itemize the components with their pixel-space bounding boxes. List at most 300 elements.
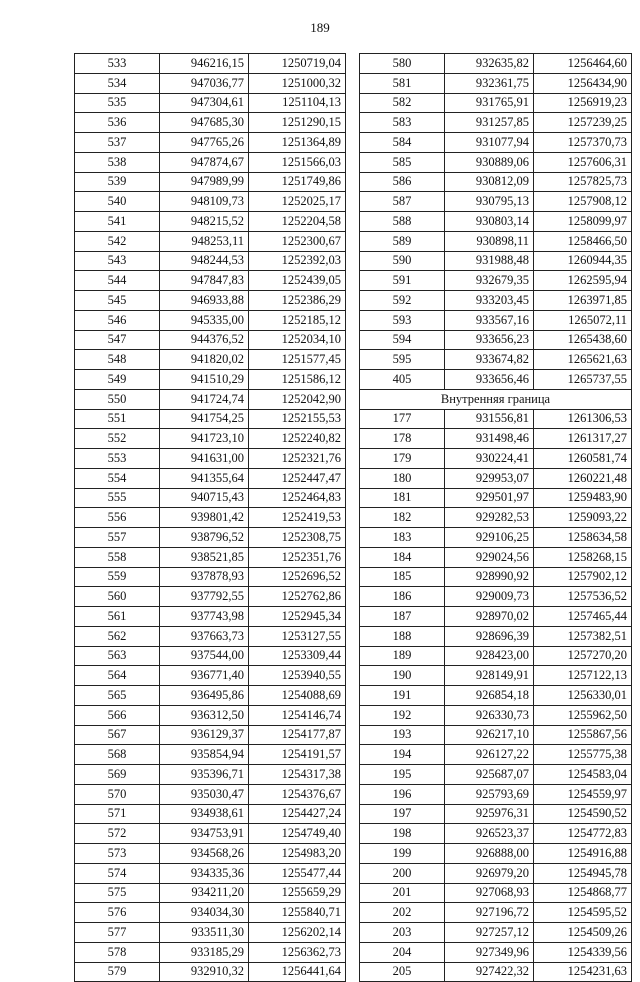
y-coordinate-cell: 1257536,52 (534, 587, 632, 607)
y-coordinate-cell: 1252696,52 (249, 567, 346, 587)
point-number-cell: 189 (360, 646, 445, 666)
table-row (75, 488, 346, 508)
table-row (75, 231, 346, 251)
point-number-cell: 592 (360, 291, 445, 311)
table-row (75, 646, 346, 666)
y-coordinate-cell: 1257908,12 (534, 192, 632, 212)
y-coordinate-cell: 1252042,90 (249, 389, 346, 409)
y-coordinate-cell: 1255867,56 (534, 725, 632, 745)
y-coordinate-cell: 1253127,55 (249, 626, 346, 646)
x-coordinate-cell: 938521,85 (160, 547, 249, 567)
x-coordinate-cell: 929953,07 (445, 468, 534, 488)
y-coordinate-cell: 1250719,04 (249, 54, 346, 74)
y-coordinate-cell: 1254595,52 (534, 903, 632, 923)
table-row (360, 883, 632, 903)
table-row (360, 152, 632, 172)
point-number-cell: 591 (360, 271, 445, 291)
x-coordinate-cell: 933203,45 (445, 291, 534, 311)
table-row (360, 73, 632, 93)
point-number-cell: 553 (75, 449, 160, 469)
point-number-cell: 548 (75, 350, 160, 370)
x-coordinate-cell: 947685,30 (160, 113, 249, 133)
x-coordinate-cell: 940715,43 (160, 488, 249, 508)
table-row (360, 705, 632, 725)
y-coordinate-cell: 1251000,32 (249, 73, 346, 93)
y-coordinate-cell: 1254868,77 (534, 883, 632, 903)
table-row (360, 231, 632, 251)
y-coordinate-cell: 1257902,12 (534, 567, 632, 587)
point-number-cell: 546 (75, 310, 160, 330)
x-coordinate-cell: 934938,61 (160, 804, 249, 824)
table-row (75, 784, 346, 804)
table-row (75, 310, 346, 330)
x-coordinate-cell: 947989,99 (160, 172, 249, 192)
x-coordinate-cell: 925687,07 (445, 765, 534, 785)
x-coordinate-cell: 937792,55 (160, 587, 249, 607)
y-coordinate-cell: 1254509,26 (534, 923, 632, 943)
point-number-cell: 187 (360, 607, 445, 627)
table-row (75, 409, 346, 429)
x-coordinate-cell: 938796,52 (160, 528, 249, 548)
x-coordinate-cell: 937878,93 (160, 567, 249, 587)
point-number-cell: 544 (75, 271, 160, 291)
y-coordinate-cell: 1251577,45 (249, 350, 346, 370)
x-coordinate-cell: 931765,91 (445, 93, 534, 113)
y-coordinate-cell: 1260581,74 (534, 449, 632, 469)
y-coordinate-cell: 1255477,44 (249, 863, 346, 883)
table-row (360, 310, 632, 330)
x-coordinate-cell: 930889,06 (445, 152, 534, 172)
table-row (360, 547, 632, 567)
x-coordinate-cell: 927422,32 (445, 962, 534, 982)
point-number-cell: 570 (75, 784, 160, 804)
point-number-cell: 559 (75, 567, 160, 587)
point-number-cell: 573 (75, 844, 160, 864)
y-coordinate-cell: 1255659,29 (249, 883, 346, 903)
y-coordinate-cell: 1255840,71 (249, 903, 346, 923)
x-coordinate-cell: 937544,00 (160, 646, 249, 666)
table-row (360, 646, 632, 666)
y-coordinate-cell: 1258466,50 (534, 231, 632, 251)
point-number-cell: 569 (75, 765, 160, 785)
point-number-cell: 198 (360, 824, 445, 844)
y-coordinate-cell: 1259483,90 (534, 488, 632, 508)
table-row (360, 942, 632, 962)
y-coordinate-cell: 1256464,60 (534, 54, 632, 74)
point-number-cell: 184 (360, 547, 445, 567)
point-number-cell: 584 (360, 133, 445, 153)
x-coordinate-cell: 941723,10 (160, 429, 249, 449)
x-coordinate-cell: 926127,22 (445, 745, 534, 765)
y-coordinate-cell: 1254191,57 (249, 745, 346, 765)
x-coordinate-cell: 926979,20 (445, 863, 534, 883)
x-coordinate-cell: 948244,53 (160, 251, 249, 271)
table-row (360, 587, 632, 607)
point-number-cell: 556 (75, 508, 160, 528)
point-number-cell: 576 (75, 903, 160, 923)
y-coordinate-cell: 1261317,27 (534, 429, 632, 449)
table-row (360, 784, 632, 804)
table-row (360, 113, 632, 133)
y-coordinate-cell: 1261306,53 (534, 409, 632, 429)
x-coordinate-cell: 931077,94 (445, 133, 534, 153)
table-row (360, 93, 632, 113)
table-row (75, 251, 346, 271)
x-coordinate-cell: 930795,13 (445, 192, 534, 212)
table-row (75, 73, 346, 93)
y-coordinate-cell: 1263971,85 (534, 291, 632, 311)
point-number-cell: 405 (360, 370, 445, 390)
x-coordinate-cell: 939801,42 (160, 508, 249, 528)
table-row (75, 666, 346, 686)
x-coordinate-cell: 941631,00 (160, 449, 249, 469)
y-coordinate-cell: 1265072,11 (534, 310, 632, 330)
y-coordinate-cell: 1252321,76 (249, 449, 346, 469)
point-number-cell: 594 (360, 330, 445, 350)
y-coordinate-cell: 1252386,29 (249, 291, 346, 311)
point-number-cell: 545 (75, 291, 160, 311)
point-number-cell: 575 (75, 883, 160, 903)
point-number-cell: 550 (75, 389, 160, 409)
x-coordinate-cell: 934335,36 (160, 863, 249, 883)
x-coordinate-cell: 926854,18 (445, 686, 534, 706)
x-coordinate-cell: 931257,85 (445, 113, 534, 133)
point-number-cell: 179 (360, 449, 445, 469)
table-row (75, 93, 346, 113)
table-row (75, 152, 346, 172)
point-number-cell: 539 (75, 172, 160, 192)
point-number-cell: 595 (360, 350, 445, 370)
point-number-cell: 538 (75, 152, 160, 172)
x-coordinate-cell: 947847,83 (160, 271, 249, 291)
y-coordinate-cell: 1258634,58 (534, 528, 632, 548)
x-coordinate-cell: 928990,92 (445, 567, 534, 587)
point-number-cell: 200 (360, 863, 445, 883)
point-number-cell: 589 (360, 231, 445, 251)
y-coordinate-cell: 1254177,87 (249, 725, 346, 745)
table-row (75, 824, 346, 844)
point-number-cell: 197 (360, 804, 445, 824)
x-coordinate-cell: 934211,20 (160, 883, 249, 903)
table-row (360, 804, 632, 824)
y-coordinate-cell: 1254559,97 (534, 784, 632, 804)
x-coordinate-cell: 937743,98 (160, 607, 249, 627)
y-coordinate-cell: 1257465,44 (534, 607, 632, 627)
table-row (75, 745, 346, 765)
coordinates-table-left (74, 53, 346, 982)
x-coordinate-cell: 928149,91 (445, 666, 534, 686)
point-number-cell: 578 (75, 942, 160, 962)
x-coordinate-cell: 926217,10 (445, 725, 534, 745)
table-row (75, 508, 346, 528)
x-coordinate-cell: 944376,52 (160, 330, 249, 350)
y-coordinate-cell: 1254339,56 (534, 942, 632, 962)
y-coordinate-cell: 1252308,75 (249, 528, 346, 548)
x-coordinate-cell: 930224,41 (445, 449, 534, 469)
point-number-cell: 535 (75, 93, 160, 113)
x-coordinate-cell: 946933,88 (160, 291, 249, 311)
table-row (75, 923, 346, 943)
y-coordinate-cell: 1258268,15 (534, 547, 632, 567)
y-coordinate-cell: 1254231,63 (534, 962, 632, 982)
x-coordinate-cell: 929024,56 (445, 547, 534, 567)
point-number-cell: 583 (360, 113, 445, 133)
point-number-cell: 562 (75, 626, 160, 646)
table-row (360, 251, 632, 271)
y-coordinate-cell: 1252392,03 (249, 251, 346, 271)
x-coordinate-cell: 945335,00 (160, 310, 249, 330)
y-coordinate-cell: 1256441,64 (249, 962, 346, 982)
x-coordinate-cell: 932361,75 (445, 73, 534, 93)
x-coordinate-cell: 926330,73 (445, 705, 534, 725)
table-row (360, 824, 632, 844)
point-number-cell: 557 (75, 528, 160, 548)
table-row (360, 271, 632, 291)
point-number-cell: 549 (75, 370, 160, 390)
x-coordinate-cell: 946216,15 (160, 54, 249, 74)
point-number-cell: 574 (75, 863, 160, 883)
point-number-cell: 588 (360, 212, 445, 232)
point-number-cell: 580 (360, 54, 445, 74)
point-number-cell: 561 (75, 607, 160, 627)
x-coordinate-cell: 936312,50 (160, 705, 249, 725)
y-coordinate-cell: 1255775,38 (534, 745, 632, 765)
coordinates-table-right (359, 53, 632, 982)
y-coordinate-cell: 1252351,76 (249, 547, 346, 567)
table-row (75, 192, 346, 212)
y-coordinate-cell: 1257606,31 (534, 152, 632, 172)
section-row (360, 389, 632, 409)
y-coordinate-cell: 1254088,69 (249, 686, 346, 706)
x-coordinate-cell: 931556,81 (445, 409, 534, 429)
x-coordinate-cell: 941724,74 (160, 389, 249, 409)
table-row (75, 587, 346, 607)
point-number-cell: 566 (75, 705, 160, 725)
point-number-cell: 542 (75, 231, 160, 251)
table-row (75, 370, 346, 390)
table-row (360, 923, 632, 943)
point-number-cell: 537 (75, 133, 160, 153)
x-coordinate-cell: 930898,11 (445, 231, 534, 251)
x-coordinate-cell: 937663,73 (160, 626, 249, 646)
table-row (75, 844, 346, 864)
x-coordinate-cell: 928970,02 (445, 607, 534, 627)
table-row (75, 567, 346, 587)
x-coordinate-cell: 930812,09 (445, 172, 534, 192)
table-row (75, 291, 346, 311)
table-row (360, 528, 632, 548)
table-row (360, 330, 632, 350)
table-row (360, 765, 632, 785)
x-coordinate-cell: 926523,37 (445, 824, 534, 844)
x-coordinate-cell: 929501,97 (445, 488, 534, 508)
y-coordinate-cell: 1257239,25 (534, 113, 632, 133)
point-number-cell: 183 (360, 528, 445, 548)
x-coordinate-cell: 934753,91 (160, 824, 249, 844)
table-row (360, 567, 632, 587)
table-row (75, 626, 346, 646)
point-number-cell: 541 (75, 212, 160, 232)
point-number-cell: 586 (360, 172, 445, 192)
table-row (360, 725, 632, 745)
x-coordinate-cell: 927196,72 (445, 903, 534, 923)
point-number-cell: 572 (75, 824, 160, 844)
point-number-cell: 205 (360, 962, 445, 982)
table-row (360, 54, 632, 74)
x-coordinate-cell: 934034,30 (160, 903, 249, 923)
y-coordinate-cell: 1265621,63 (534, 350, 632, 370)
y-coordinate-cell: 1254427,24 (249, 804, 346, 824)
table-row (360, 429, 632, 449)
x-coordinate-cell: 935030,47 (160, 784, 249, 804)
y-coordinate-cell: 1256202,14 (249, 923, 346, 943)
x-coordinate-cell: 934568,26 (160, 844, 249, 864)
page-number: 189 (310, 20, 330, 35)
point-number-cell: 551 (75, 409, 160, 429)
y-coordinate-cell: 1262595,94 (534, 271, 632, 291)
y-coordinate-cell: 1257382,51 (534, 626, 632, 646)
table-row (360, 291, 632, 311)
y-coordinate-cell: 1252204,58 (249, 212, 346, 232)
x-coordinate-cell: 931988,48 (445, 251, 534, 271)
table-row (360, 844, 632, 864)
y-coordinate-cell: 1252185,12 (249, 310, 346, 330)
table-row (360, 172, 632, 192)
point-number-cell: 563 (75, 646, 160, 666)
point-number-cell: 181 (360, 488, 445, 508)
point-number-cell: 195 (360, 765, 445, 785)
x-coordinate-cell: 933656,23 (445, 330, 534, 350)
point-number-cell: 201 (360, 883, 445, 903)
point-number-cell: 587 (360, 192, 445, 212)
table-row (75, 883, 346, 903)
point-number-cell: 190 (360, 666, 445, 686)
x-coordinate-cell: 933656,46 (445, 370, 534, 390)
y-coordinate-cell: 1251104,13 (249, 93, 346, 113)
point-number-cell: 593 (360, 310, 445, 330)
point-number-cell: 533 (75, 54, 160, 74)
y-coordinate-cell: 1252439,05 (249, 271, 346, 291)
table-row (360, 468, 632, 488)
x-coordinate-cell: 947036,77 (160, 73, 249, 93)
point-number-cell: 192 (360, 705, 445, 725)
y-coordinate-cell: 1251749,86 (249, 172, 346, 192)
table-row (360, 350, 632, 370)
table-row (360, 370, 632, 390)
point-number-cell: 577 (75, 923, 160, 943)
x-coordinate-cell: 927257,12 (445, 923, 534, 943)
table-row (75, 54, 346, 74)
y-coordinate-cell: 1252464,83 (249, 488, 346, 508)
table-row (75, 389, 346, 409)
table-row (75, 429, 346, 449)
y-coordinate-cell: 1254583,04 (534, 765, 632, 785)
y-coordinate-cell: 1254146,74 (249, 705, 346, 725)
y-coordinate-cell: 1254983,20 (249, 844, 346, 864)
y-coordinate-cell: 1254916,88 (534, 844, 632, 864)
x-coordinate-cell: 941820,02 (160, 350, 249, 370)
table-row (75, 449, 346, 469)
table-row (360, 133, 632, 153)
y-coordinate-cell: 1252240,82 (249, 429, 346, 449)
y-coordinate-cell: 1256330,01 (534, 686, 632, 706)
y-coordinate-cell: 1252300,67 (249, 231, 346, 251)
x-coordinate-cell: 941355,64 (160, 468, 249, 488)
y-coordinate-cell: 1254749,40 (249, 824, 346, 844)
point-number-cell: 199 (360, 844, 445, 864)
point-number-cell: 543 (75, 251, 160, 271)
y-coordinate-cell: 1260221,48 (534, 468, 632, 488)
table-row (75, 705, 346, 725)
x-coordinate-cell: 935396,71 (160, 765, 249, 785)
y-coordinate-cell: 1252762,86 (249, 587, 346, 607)
point-number-cell: 568 (75, 745, 160, 765)
point-number-cell: 178 (360, 429, 445, 449)
table-row (360, 449, 632, 469)
y-coordinate-cell: 1251290,15 (249, 113, 346, 133)
table-row (75, 350, 346, 370)
table-row (360, 192, 632, 212)
point-number-cell: 560 (75, 587, 160, 607)
x-coordinate-cell: 947304,61 (160, 93, 249, 113)
x-coordinate-cell: 947765,26 (160, 133, 249, 153)
x-coordinate-cell: 932910,32 (160, 962, 249, 982)
point-number-cell: 191 (360, 686, 445, 706)
point-number-cell: 590 (360, 251, 445, 271)
y-coordinate-cell: 1257825,73 (534, 172, 632, 192)
x-coordinate-cell: 928696,39 (445, 626, 534, 646)
y-coordinate-cell: 1254772,83 (534, 824, 632, 844)
x-coordinate-cell: 933185,29 (160, 942, 249, 962)
table-row (75, 962, 346, 982)
point-number-cell: 547 (75, 330, 160, 350)
y-coordinate-cell: 1253940,55 (249, 666, 346, 686)
table-row (75, 903, 346, 923)
y-coordinate-cell: 1256434,90 (534, 73, 632, 93)
x-coordinate-cell: 931498,46 (445, 429, 534, 449)
table-row (75, 271, 346, 291)
point-number-cell: 188 (360, 626, 445, 646)
point-number-cell: 204 (360, 942, 445, 962)
point-number-cell: 571 (75, 804, 160, 824)
x-coordinate-cell: 928423,00 (445, 646, 534, 666)
table-row (360, 745, 632, 765)
x-coordinate-cell: 925976,31 (445, 804, 534, 824)
x-coordinate-cell: 933511,30 (160, 923, 249, 943)
x-coordinate-cell: 933567,16 (445, 310, 534, 330)
y-coordinate-cell: 1252945,34 (249, 607, 346, 627)
table-row (75, 113, 346, 133)
table-row (75, 468, 346, 488)
x-coordinate-cell: 948109,73 (160, 192, 249, 212)
y-coordinate-cell: 1257270,20 (534, 646, 632, 666)
table-row (360, 607, 632, 627)
x-coordinate-cell: 929009,73 (445, 587, 534, 607)
table-row (360, 903, 632, 923)
y-coordinate-cell: 1252419,53 (249, 508, 346, 528)
y-coordinate-cell: 1254376,67 (249, 784, 346, 804)
table-row (360, 508, 632, 528)
x-coordinate-cell: 941510,29 (160, 370, 249, 390)
table-row (360, 962, 632, 982)
point-number-cell: 182 (360, 508, 445, 528)
x-coordinate-cell: 936771,40 (160, 666, 249, 686)
table-row (75, 725, 346, 745)
point-number-cell: 536 (75, 113, 160, 133)
y-coordinate-cell: 1255962,50 (534, 705, 632, 725)
y-coordinate-cell: 1251566,03 (249, 152, 346, 172)
point-number-cell: 555 (75, 488, 160, 508)
